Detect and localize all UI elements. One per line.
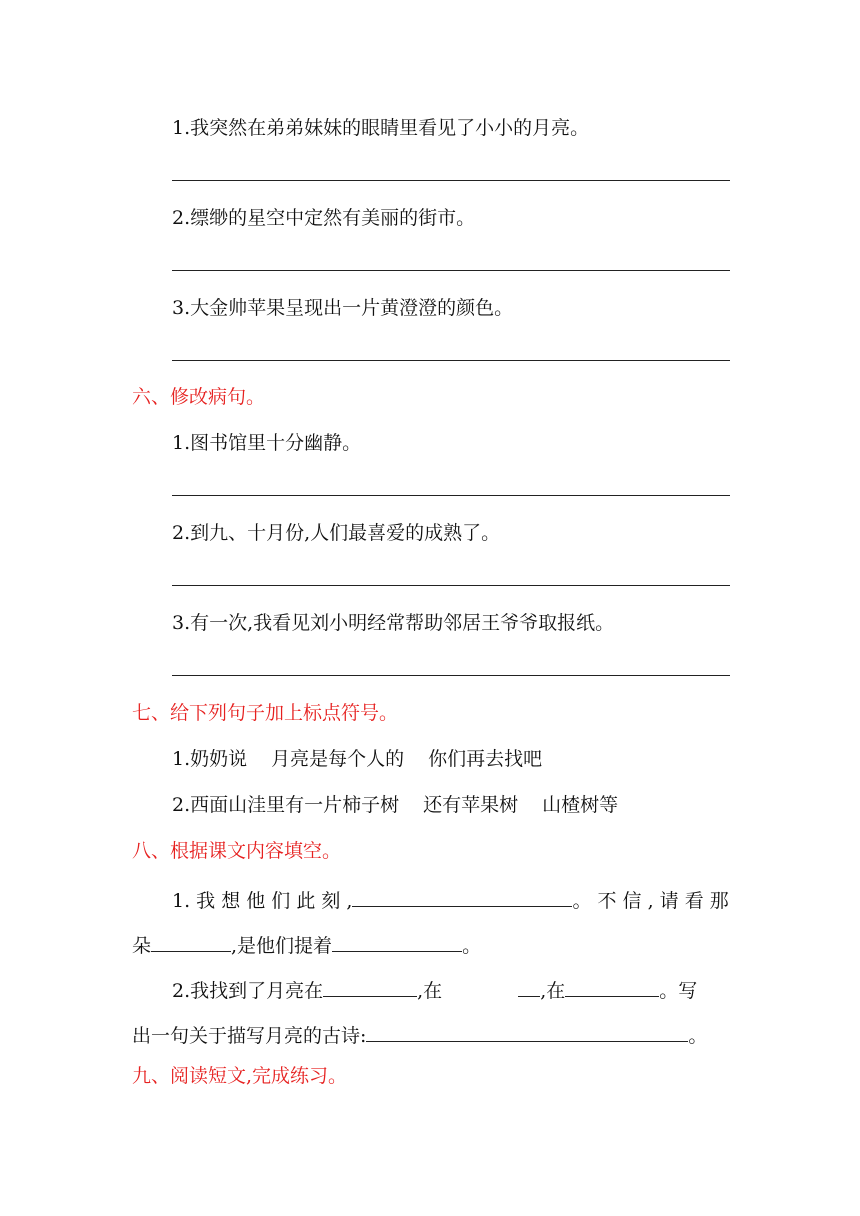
fill-blank[interactable]: [323, 977, 417, 997]
sentence-part: 西面山洼里有一片柿子树: [190, 794, 400, 816]
section7-item-2: [172, 796, 618, 815]
sentence-part: 你们再去找吧: [428, 748, 543, 770]
item-number: 1.: [172, 748, 191, 770]
section6-item-2: 2.到九、十月份,人们最喜爱的成熟了。: [172, 522, 501, 544]
section6-title: 六、修改病句。: [132, 386, 266, 408]
section9-title: 九、阅读短文,完成练习。: [132, 1065, 348, 1087]
sentence-part: 山楂树等: [542, 794, 619, 816]
fill-blank[interactable]: [151, 932, 231, 952]
fill-blank[interactable]: [366, 1022, 688, 1042]
fill-blank[interactable]: [565, 977, 659, 997]
section6-item-1: 1.图书馆里十分幽静。: [172, 432, 362, 454]
section5-item-2: 2.缥缈的星空中定然有美丽的街市。: [172, 207, 476, 229]
section5-item-3: 3.大金帅苹果呈现出一片黄澄澄的颜色。: [172, 297, 514, 319]
section8-item-1-line-2: 朵 ,是他们提着 。: [132, 932, 481, 956]
sentence-part: 月亮是每个人的: [271, 748, 405, 770]
section8-item-2-line-2: 出一句关于描写月亮的古诗: 。: [132, 1022, 707, 1046]
answer-line[interactable]: [172, 180, 730, 181]
section8-item-2-line-1: 2.我找到了月亮在 ,在 ,在 。写: [172, 977, 697, 1001]
fill-blank[interactable]: [332, 932, 462, 952]
answer-line[interactable]: [172, 360, 730, 361]
sentence-part: 奶奶说: [190, 748, 248, 770]
section7-title: 七、给下列句子加上标点符号。: [132, 702, 399, 724]
fill-blank[interactable]: [352, 887, 572, 907]
item-number: 2.: [172, 794, 191, 816]
section8-title: 八、根据课文内容填空。: [132, 840, 342, 862]
section8-item-1-line-1: 1. 我 想 他 们 此 刻 , 。 不 信 , 请 看 那: [172, 887, 729, 911]
section7-item-1: [172, 750, 542, 769]
fill-blank[interactable]: [518, 977, 540, 997]
section6-item-3: 3.有一次,我看见刘小明经常帮助邻居王爷爷取报纸。: [172, 612, 615, 634]
answer-line[interactable]: [172, 495, 730, 496]
answer-line[interactable]: [172, 270, 730, 271]
answer-line[interactable]: [172, 675, 730, 676]
section5-item-1: 1.我突然在弟弟妹妹的眼睛里看见了小小的月亮。: [172, 117, 590, 139]
answer-line[interactable]: [172, 585, 730, 586]
sentence-part: 还有苹果树: [423, 794, 519, 816]
